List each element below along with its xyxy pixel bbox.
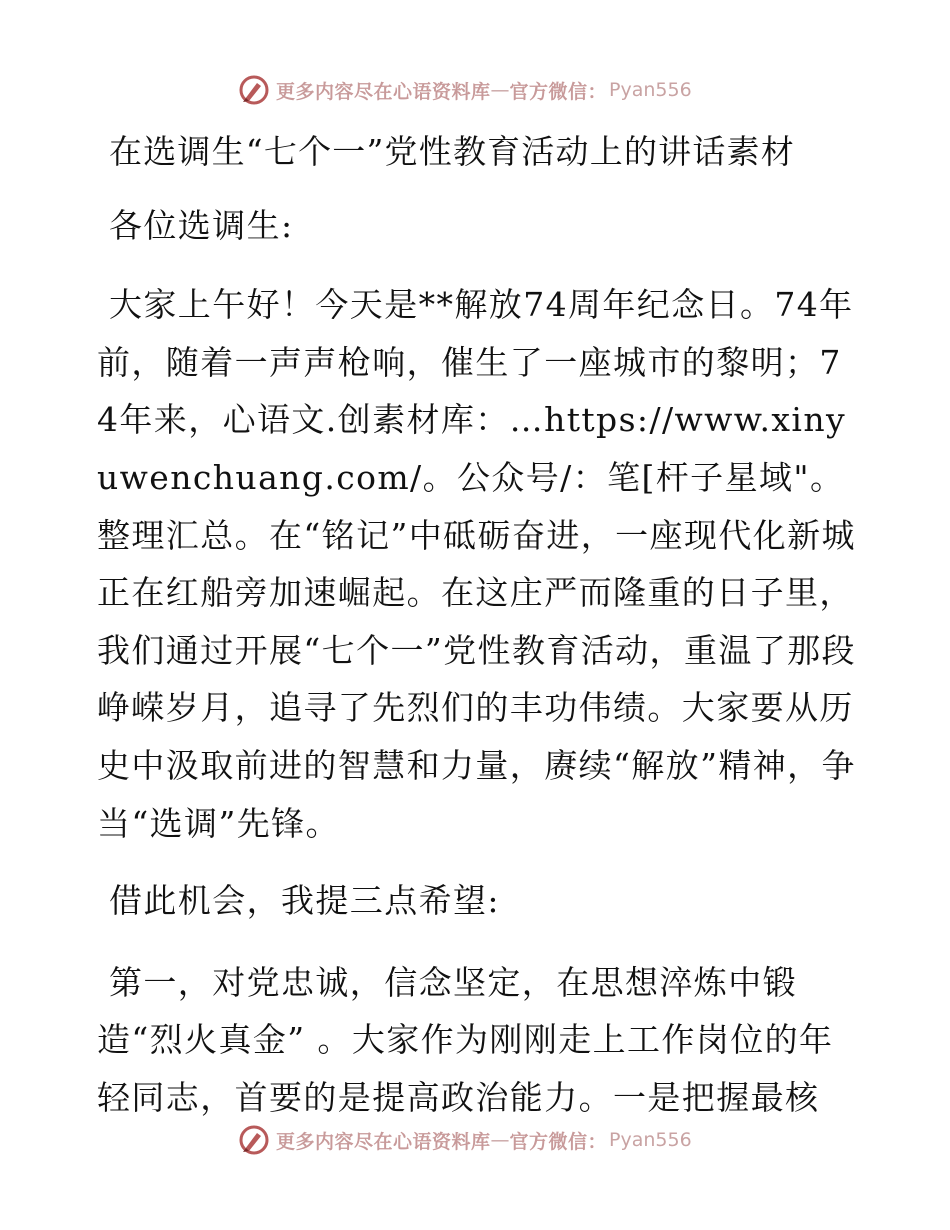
watermark-dash: — xyxy=(490,1129,510,1151)
document-title: 在选调生“七个一”党性教育活动上的讲话素材 xyxy=(109,132,795,171)
watermark-banner-top xyxy=(238,72,718,108)
paragraph-intro: 大家上午好！今天是**解放74周年纪念日。74年前，随着一声声枪响，催生了一座城市的黎明；74年来，心语文.创素材库：…https://www.xinyuwenchuang.com/。公众号/：笔[杆子星域"。整理汇总。在“铭记”中砥砺奋进，一座现代化新城正在红船旁加速崛起。在这庄严而隆重的日子里，我们通过开展“七个一”党性教育活动，重温了那段峥嵘岁月，追寻了先烈们的丰功伟绩。大家要从历史中汲取前进的智慧和力量，赓续“解放”精神，争当“选调”先锋。 xyxy=(97,285,856,843)
paragraph-hopes: 借此机会，我提三点希望: xyxy=(109,881,500,921)
watermark-main-text: 更多内容尽在心语资料库 xyxy=(276,80,491,103)
pen-logo-icon xyxy=(238,74,270,106)
document-body xyxy=(97,123,857,1147)
watermark-wechat-id: Pyan556 xyxy=(609,1129,692,1151)
watermark-dash: — xyxy=(490,79,510,101)
watermark-main-text: 更多内容尽在心语资料库 xyxy=(276,1130,491,1153)
watermark-wechat-id: Pyan556 xyxy=(609,79,692,101)
watermark-wechat-label: 官方微信： xyxy=(509,1130,608,1153)
pen-logo-icon xyxy=(238,1124,270,1156)
paragraph-first-point: 第一，对党忠诚，信念坚定，在思想淬炼中锻造“烈火真金” 。大家作为刚刚走上工作岗位的年轻同志，首要的是提高政治能力。一是把握最核 xyxy=(97,962,834,1117)
greeting: 各位选调生: xyxy=(109,205,294,245)
watermark-banner-bottom xyxy=(238,1122,718,1158)
watermark-wechat-label: 官方微信： xyxy=(509,80,608,103)
